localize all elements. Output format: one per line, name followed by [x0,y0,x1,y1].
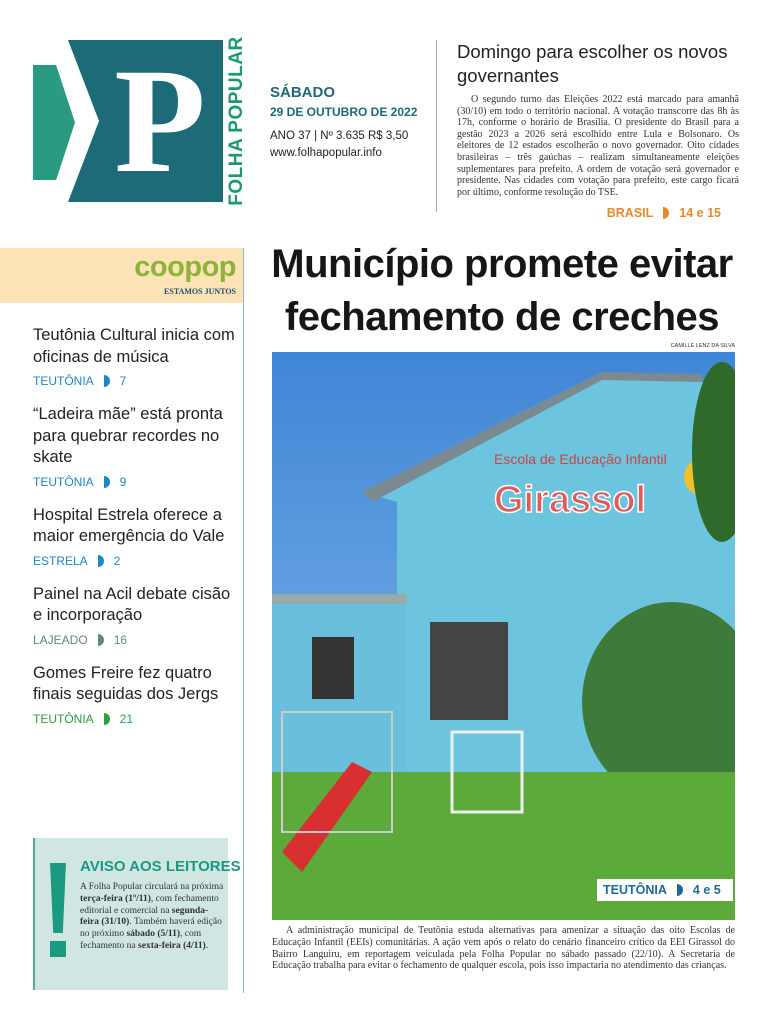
page-ref: 7 [119,374,127,388]
logo-chevron [33,65,75,180]
logo-letter: P [114,38,206,204]
page-ref: 2 [113,553,121,568]
section-label: TEUTÔNIA [33,474,94,489]
sidebar-story[interactable] [33,584,238,647]
sidebar [33,325,238,726]
notice-box [33,838,241,990]
notice-date: terça-feira (1º/11) [80,893,151,904]
window [312,637,354,699]
story-ref [33,712,238,726]
arrow-icon [104,375,110,387]
page-ref: 9 [119,474,127,489]
arrow-icon [98,634,104,646]
section-label: TEUTÔNIA [603,883,667,897]
page-ref: 16 [113,632,128,647]
coopop-logo: coopop [134,251,236,283]
notice-text: . Também haverá edição no próximo [80,917,222,940]
arrow-icon [98,555,104,567]
sidebar-story[interactable] [33,325,238,388]
story-headline: “Ladeira mãe” está pronta para quebrar recordes no skate [33,405,223,466]
top-story [457,40,739,220]
issue-date: 29 DE OUTUBRO DE 2022 [270,105,418,119]
arrow-icon [677,884,683,896]
window [430,622,508,720]
exclamation-icon [45,863,67,963]
section-label: BRASIL [606,206,654,221]
photo-credit: CAMILLE LENZ DA SILVA [670,343,735,349]
notice-text: A Folha Popular circulará na próxima [80,882,224,892]
story-ref [33,633,238,647]
headline-line-2: fechamento de creches [284,295,720,339]
arrow-icon [663,207,669,219]
main-photo[interactable] [272,352,735,920]
main-headline[interactable] [262,238,742,344]
notice-date: sexta-feira (4/11) [138,940,206,951]
main-story-body: A administração municipal de Teutônia estuda alternativas para amenizar a situação das oito Escolas de Educação Infantil (EEIs) comunitárias. A ação vem após o relato do cenário financeiro crítico da EEI Girassol do Bairro Languiru, em reportagem veiculada pela Folha Popular no sábado passado (22/10). A Secretaria de Educação trabalha para evitar o fechamento de qualquer escola, pois isso impactaria no atendimento das crianças. [272,925,735,972]
notice-body [80,882,225,953]
main-story-ref[interactable] [597,879,733,901]
school-name: Girassol [494,479,647,521]
sidebar-story[interactable] [33,663,238,726]
section-label: TEUTÔNIA [33,711,94,726]
ad-tagline: ESTAMOS JUNTOS [164,287,236,296]
top-story-headline[interactable]: Domingo para escolher os novos governantes [457,41,728,86]
website-link[interactable]: www.folhapopular.info [270,147,382,159]
edition-info: ANO 37 | Nº 3.635 R$ 3,50 [270,130,409,142]
notice-text: , com fechamento na [80,929,202,951]
notice-date: sábado (5/11) [126,929,181,940]
sidebar-divider [243,248,244,993]
newspaper-name: FOLHA POPULAR [226,36,247,206]
section-label: LAJEADO [33,632,88,647]
page-ref: 4 e 5 [692,883,721,897]
section-label: ESTRELA [33,553,88,568]
divider [436,40,437,212]
story-headline: Hospital Estrela oferece a maior emergência do Vale [33,505,225,545]
annex-roof [272,594,407,604]
notice-date: segunda-feira (31/10) [80,905,209,928]
story-headline: Teutônia Cultural inicia com oficinas de música [33,326,235,366]
sidebar-story[interactable] [33,505,238,568]
page-ref: 14 e 15 [679,206,721,221]
headline-line-1: Município promete evitar [271,242,733,286]
arrow-icon [104,713,110,725]
arrow-icon [104,476,110,488]
notice-text: , com fechamento editorial e comercial na [80,893,219,916]
ad-banner[interactable] [0,248,244,303]
top-story-body: O segundo turno das Eleições 2022 está marcado para amanhã (30/10) em todo o território nacional. A votação transcorre das 8h às 17h, conforme o horário de Brasília. O presidente do Brasil para a gestão 2023 a 2026 será escolhido entre Lula e Bolsonaro. Os eleitores de 12 estados escolherão o novo governador. Oito cidades brasileiras – três gaúchas – realizam simultaneamente eleições suplementares para prefeito. A ordem de votação será governador e presidente. Nas cidades com votação para prefeito, este cargo ficará por último, conforme resolução do TSE. [457,94,739,198]
section-label: TEUTÔNIA [33,374,94,388]
story-ref [33,374,238,388]
notice-text: . [205,940,209,951]
sidebar-story[interactable] [33,404,238,489]
story-ref [33,475,238,489]
story-headline: Gomes Freire fez quatro finais seguidas dos Jergs [33,663,219,703]
school-sign: Escola de Educação Infantil [494,451,667,467]
page-ref: 21 [119,711,134,726]
story-headline: Painel na Acil debate cisão e incorporação [33,584,231,624]
issue-day: SÁBADO [270,84,336,101]
notice-title: AVISO AOS LEITORES [80,858,241,875]
top-story-ref[interactable] [457,206,739,220]
story-ref [33,554,238,568]
